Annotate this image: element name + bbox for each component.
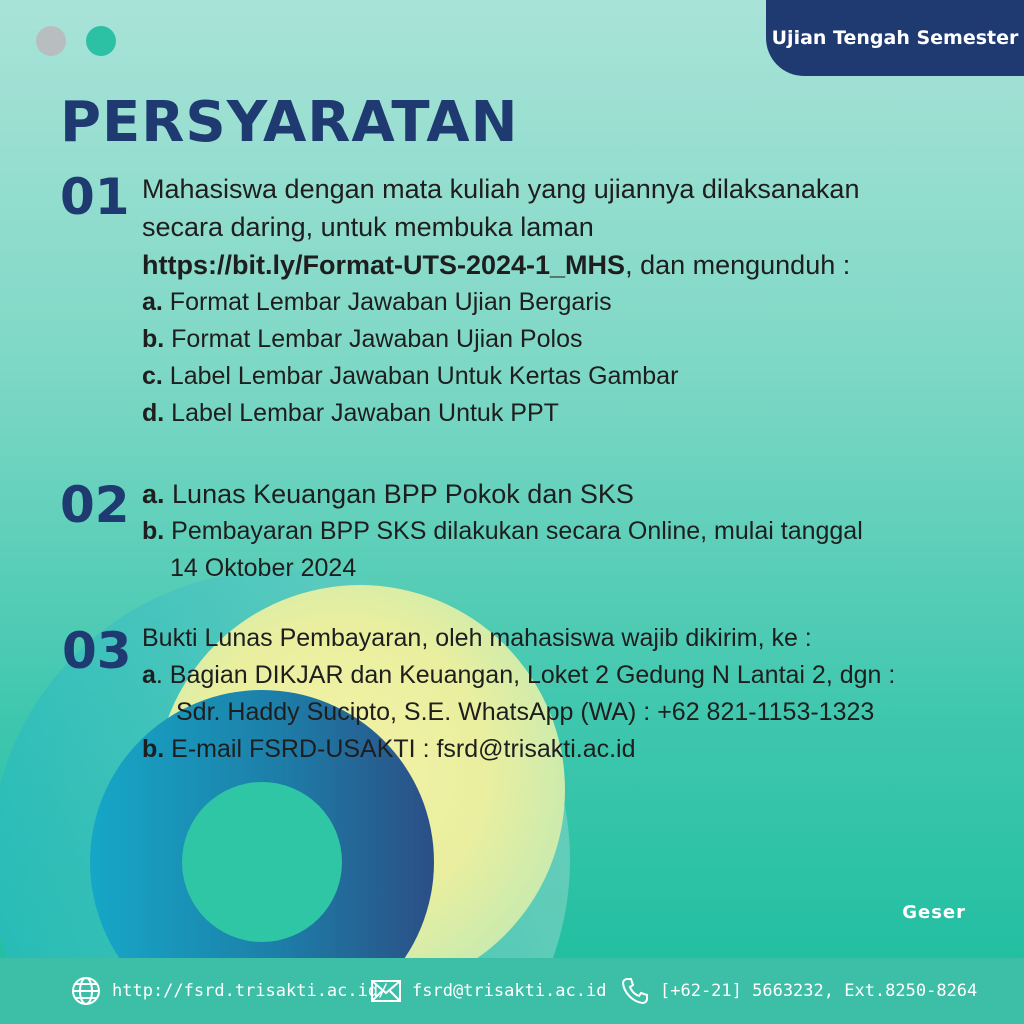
list-item [142,657,895,694]
page-title: PERSYARATAN [60,90,519,155]
section-03 [142,620,895,768]
list-item [142,395,859,432]
item-letter: a. [142,479,165,509]
item-continuation: 14 Oktober 2024 [170,554,357,582]
item-text: E-mail FSRD-USAKTI : fsrd@trisakti.ac.id [164,735,636,763]
globe-icon [70,975,102,1007]
item-text: . Bagian DIKJAR dan Keuangan, Loket 2 Gedung N Lantai 2, dgn : [155,661,896,689]
phone-text: [+62-21] 5663232, Ext.8250-8264 [660,981,978,1001]
item-text: Label Lembar Jawaban Untuk Kertas Gambar [162,362,679,390]
section-number-01: 01 [60,168,130,226]
section-03-lead: Bukti Lunas Pembayaran, oleh mahasiswa wajib dikirim, ke : [142,624,812,652]
section-number-03: 03 [62,622,132,680]
item-letter: a [142,661,156,689]
section-01-lead-line-1: Mahasiswa dengan mata kuliah yang ujiannya dilaksanakan [142,174,860,204]
section-01-lead-line-2: secara daring, untuk membuka laman [142,212,594,242]
item-text: Format Lembar Jawaban Ujian Polos [164,325,583,353]
list-item [142,284,859,321]
item-letter: b. [142,735,165,763]
item-text: Label Lembar Jawaban Untuk PPT [164,399,559,427]
item-continuation: Sdr. Haddy Sucipto, S.E. WhatsApp (WA) : +62 821-1153-1323 [176,698,875,726]
footer-bar [0,958,1024,1024]
window-dot-teal [86,26,116,56]
swipe-hint[interactable]: Geser [902,902,966,923]
item-letter: b. [142,517,165,545]
list-item [142,475,863,513]
section-number-02: 02 [60,476,130,534]
email-text: fsrd@trisakti.ac.id [412,981,607,1001]
footer-phone[interactable] [620,958,977,1024]
website-text: http://fsrd.trisakti.ac.id/ [112,981,389,1001]
section-01 [142,170,859,432]
link-suffix: , dan mengunduh : [625,250,851,280]
mail-icon [370,979,402,1003]
item-text: Lunas Keuangan BPP Pokok dan SKS [164,479,634,509]
footer-website[interactable] [70,958,388,1024]
list-item [142,731,895,768]
section-02 [142,475,863,587]
list-item [142,321,859,358]
phone-icon [620,976,650,1006]
item-letter: d. [142,399,165,427]
item-letter: c. [142,362,163,390]
item-text: Pembayaran BPP SKS dilakukan secara Online, mulai tanggal [164,517,863,545]
format-link[interactable]: https://bit.ly/Format-UTS-2024-1_MHS [142,250,626,280]
section-01-link-line [142,246,859,284]
item-text: Format Lembar Jawaban Ujian Bergaris [162,288,612,316]
list-item [142,513,863,550]
exam-badge: Ujian Tengah Semester [766,0,1024,76]
item-letter: b. [142,325,165,353]
list-item [142,358,859,395]
window-dot-gray [36,26,66,56]
item-letter: a. [142,288,163,316]
footer-email[interactable] [370,958,606,1024]
